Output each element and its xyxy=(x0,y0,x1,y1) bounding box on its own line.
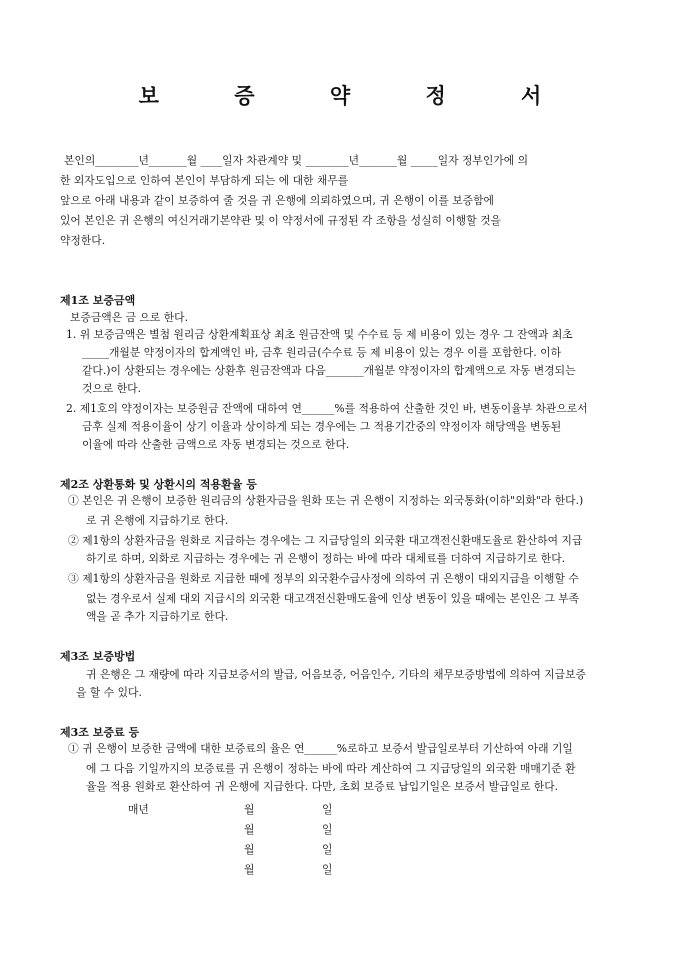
article-2-line: ① 본인은 귀 은행이 보증한 원리금의 상환자금을 원화 또는 귀 은행이 지정하는 외국통화(이하"외화"라 한다.) xyxy=(68,494,584,507)
article-1-line: 같다.)이 상환되는 경우에는 상환후 원금잔액과 다음_______개월분 약정이자의 합계액으로 자동 변경되는 xyxy=(82,364,576,377)
article-2-line: 액을 곧 추가 지급하기로 한다. xyxy=(86,610,229,623)
article-4-line: ① 귀 은행이 보증한 금액에 대한 보증료의 율은 연______%로하고 보증서 발급일로부터 기산하여 아래 기일 xyxy=(68,742,573,755)
article-2-line: 하기로 하며, 외화로 지급하는 경우에는 귀 은행이 정하는 바에 따라 대체료를 더하여 지급하기로 한다. xyxy=(86,552,566,565)
schedule-day: 일 xyxy=(322,803,333,816)
article-3-line: 귀 은행은 그 재량에 따라 지급보증서의 발급, 어음보증, 어음인수, 기타의 채무보증방법에 의하여 지급보증 xyxy=(86,668,586,681)
schedule-month: 월 xyxy=(244,823,255,836)
article-1-line: _____개월분 약정이자의 합계액인 바, 금후 원리금(수수료 등 제 비용이 있는 경우 이를 포함한다. 이하 xyxy=(82,346,562,359)
intro-line: 약정한다. xyxy=(60,234,106,247)
schedule-day: 일 xyxy=(322,823,333,836)
article-3-heading: 제3조 보증방법 xyxy=(60,650,136,663)
intro-line: 본인의________년_______월 ____일자 차관계약 및 ________년_______월 _____일자 정부인가에 의 xyxy=(64,154,529,167)
article-1-line: 금후 실제 적용이율이 상기 이율과 상이하게 되는 경우에는 그 적용기간중의 약정이자 해당액을 변동된 xyxy=(82,420,562,433)
schedule-month: 월 xyxy=(244,843,255,856)
article-1-line: 것으로 한다. xyxy=(82,382,142,395)
schedule-day: 일 xyxy=(322,863,333,876)
article-2-line: 없는 경우로서 실제 대외 지급시의 외국환 대고객전신환매도율에 인상 변동이 있을 때에는 본인은 그 부족 xyxy=(86,592,580,605)
article-1-line: 보증금액은 금 으로 한다. xyxy=(70,311,189,324)
schedule-month: 월 xyxy=(244,803,255,816)
article-1-line: 이율에 따라 산출한 금액으로 자동 변경되는 것으로 한다. xyxy=(82,438,350,451)
article-4-line: 에 그 다음 기일까지의 보증료를 귀 은행이 정하는 바에 따라 계산하여 그 지급당일의 외국환 매매기준 환 xyxy=(86,762,576,775)
intro-line: 앞으로 아래 내용과 같이 보증하여 줄 것을 귀 은행에 의뢰하였으며, 귀 은행이 이를 보증함에 xyxy=(60,194,494,207)
article-2-heading: 제2조 상환통화 및 상환시의 적용환율 등 xyxy=(60,478,257,491)
page-title: 보 증 약 정 서 xyxy=(138,83,576,108)
schedule-day: 일 xyxy=(322,843,333,856)
article-1-line: 1. 위 보증금액은 별첨 원리금 상환계획표상 최초 원금잔액 및 수수료 등 제 비용이 있는 경우 그 잔액과 최초 xyxy=(66,328,573,341)
article-2-line: ② 제1항의 상환자금을 원화로 지급하는 경우에는 그 지급당일의 외국환 대고객전신환매도율로 환산하여 지급 xyxy=(68,534,583,547)
article-3-line: 을 할 수 있다. xyxy=(76,686,142,699)
article-4-line: 율을 적용 원화로 환산하여 귀 은행에 지급한다. 다만, 초회 보증료 납입기일은 보증서 발급일로 한다. xyxy=(86,780,559,793)
intro-line: 있어 본인은 귀 은행의 여신거래기본약관 및 이 약정서에 규정된 각 조항을 성실히 이행할 것을 xyxy=(60,214,501,227)
article-1-line: 2. 제1호의 약정이자는 보증원금 잔액에 대하여 연______%를 적용하여 산출한 것인 바, 변동이율부 차관으로서 xyxy=(66,402,588,415)
article-1-heading: 제1조 보증금액 xyxy=(60,294,136,307)
schedule-month: 월 xyxy=(244,863,255,876)
schedule-label: 매년 xyxy=(128,803,149,816)
article-2-line: ③ 제1항의 상환자금을 원화로 지급한 때에 정부의 외국환수급사정에 의하여 귀 은행이 대외지급을 이행할 수 xyxy=(68,572,579,585)
article-2-line: 로 귀 은행에 지급하기로 한다. xyxy=(86,514,229,527)
article-4-heading: 제3조 보증료 등 xyxy=(60,726,140,739)
intro-line: 한 외자도입으로 인하여 본인이 부담하게 되는 에 대한 채무를 xyxy=(60,174,349,187)
